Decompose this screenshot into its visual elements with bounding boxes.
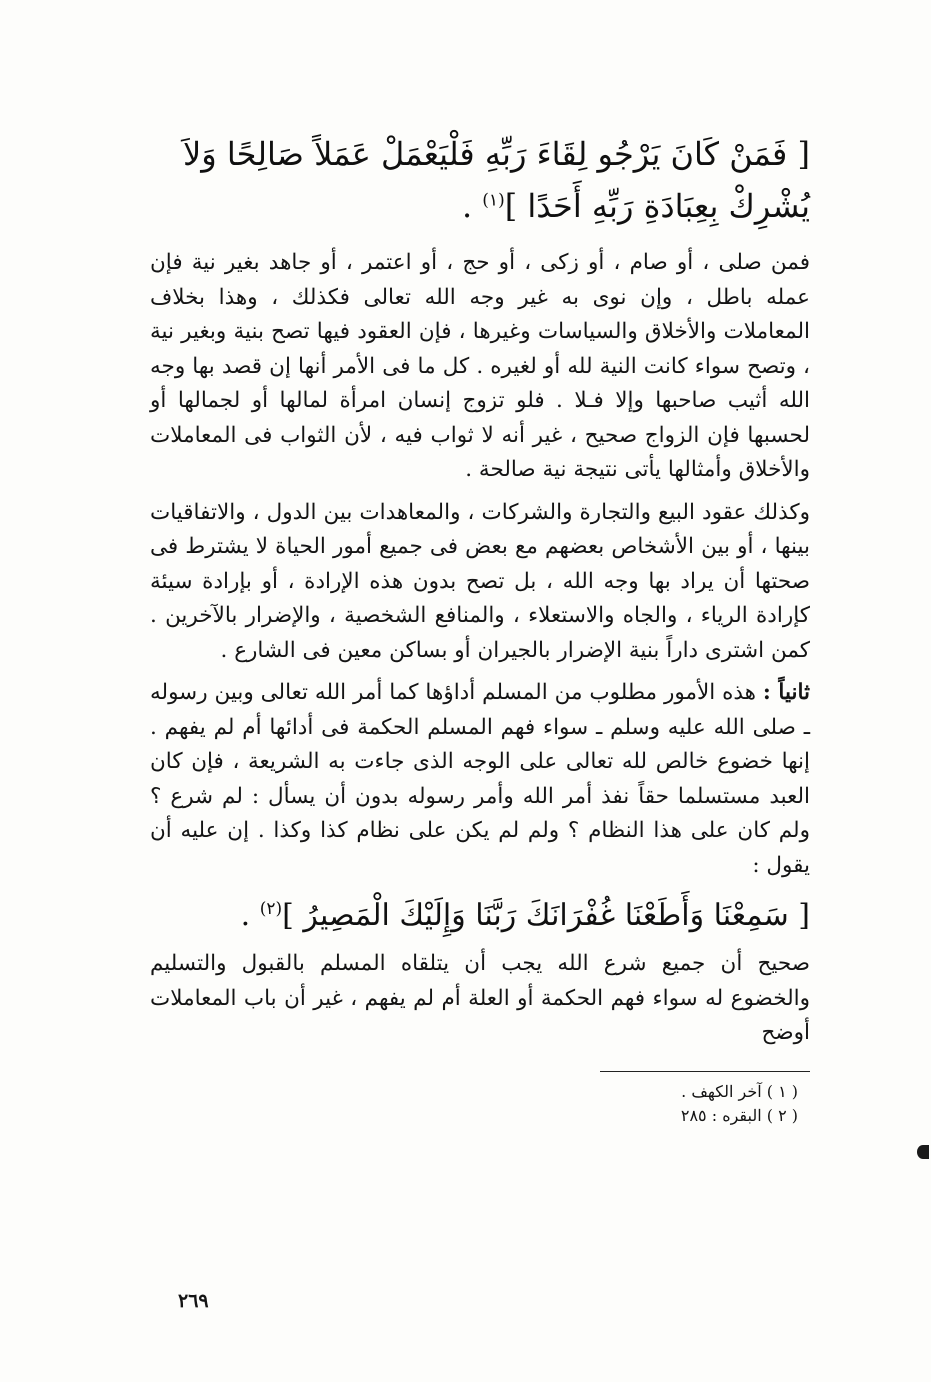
- scan-edge-mark: [917, 1145, 929, 1159]
- paragraph-1: فمن صلى ، أو صام ، أو زكى ، أو حج ، أو اعتمر ، أو جاهد بغير نية فإن عمله باطل ، وإن نوى به غير وجه الله تعالى فكذلك ، وهذا بخلاف المعاملات والأخلاق والسياسات وغيرها ، فإن العقود فيها تصح بنية وبغير نية ، وتصح سواء كانت النية لله أو لغيره . كل ما فى الأمر أنها إن قصد بها وجه الله أثيب صاحبها وإلا فـلا . فلو تزوج إنسان امرأة لمالها أو لجمالها أو لحسبها فإن الزواج صحيح ، غير أنه لا ثواب فيه ، لأن الثواب فى المعاملات والأخلاق وأمثالها يأتى نتيجة نية صالحة .: [150, 250, 810, 482]
- page-number: ٢٦٩: [178, 1290, 209, 1312]
- thaniyan-text: هذه الأمور مطلوب من المسلم أداؤها كما أمر الله تعالى وبين رسوله ـ صلى الله عليه وسلم ـ سواء فهم المسلم الحكمة فى أدائها أم لم يفهم . إنها خضوع خالص لله تعالى على الوجه الذى جاءت به الشريعة ، فإن كان العبد مستسلما حقاً نفذ أمر الله وأمر رسوله بدون أن يسأل : لم شرع ؟ ولم كان على هذا النظام ؟ ولم لم يكن على نظام كذا وكذا . إن عليه أن يقول :: [150, 680, 810, 878]
- verse-baqara-end: .: [240, 898, 260, 933]
- paragraph-last: صحيح أن جميع شرع الله يجب أن يتلقاه المسلم بالقبول والتسليم والخضوع له سواء فهم الحكمة أو العلة أم لم يفهم ، غير أن باب المعاملات أوضح: [150, 951, 810, 1045]
- page-body: [150, 128, 810, 1128]
- verse-baqara-text: [ سَمِعْنَا وَأَطَعْنَا غُفْرَانَكَ رَبَّنَا وَإِلَيْكَ الْمَصِيرُ ]: [282, 898, 810, 933]
- footnote-2: ( ٢ ) البقره : ٢٨٥: [680, 1105, 798, 1125]
- quran-verse-baqara: [150, 891, 810, 941]
- footnote-1: ( ١ ) آخر الكهف .: [681, 1081, 798, 1101]
- footnote-divider: [600, 1071, 810, 1072]
- footnote-ref-2[interactable]: (٢): [259, 899, 283, 919]
- quran-verse-kahf: [150, 128, 810, 232]
- thaniyan-lead: ثانياً :: [762, 680, 810, 705]
- footnote-ref-1[interactable]: (١): [482, 190, 505, 211]
- verse-kahf-text: [ فَمَنْ كَانَ يَرْجُو لِقَاءَ رَبِّهِ فَلْيَعْمَلْ عَمَلاً صَالِحًا وَلاَ يُشْرِكْ بِعِبَادَةِ رَبِّهِ أَحَدًا ]: [183, 135, 810, 225]
- verse-kahf-end: .: [461, 187, 483, 225]
- paragraph-2: وكذلك عقود البيع والتجارة والشركات ، والمعاهدات بين الدول ، والاتفاقيات بينها ، أو بين الأشخاص بعضهم مع بعض فى جميع أمور الحياة لا يشترط فى صحتها أن يراد بها وجه الله ، بل تصح بدون هذه الإرادة ، أو بإرادة سيئة كإرادة الرياء ، والجاه والاستعلاء ، والمنافع الشخصية ، والإضرار بالآخرين . كمن اشترى داراً بنية الإضرار بالجيران أو بساكن معين فى الشارع .: [150, 499, 810, 663]
- paragraph-thaniyan: [150, 676, 810, 883]
